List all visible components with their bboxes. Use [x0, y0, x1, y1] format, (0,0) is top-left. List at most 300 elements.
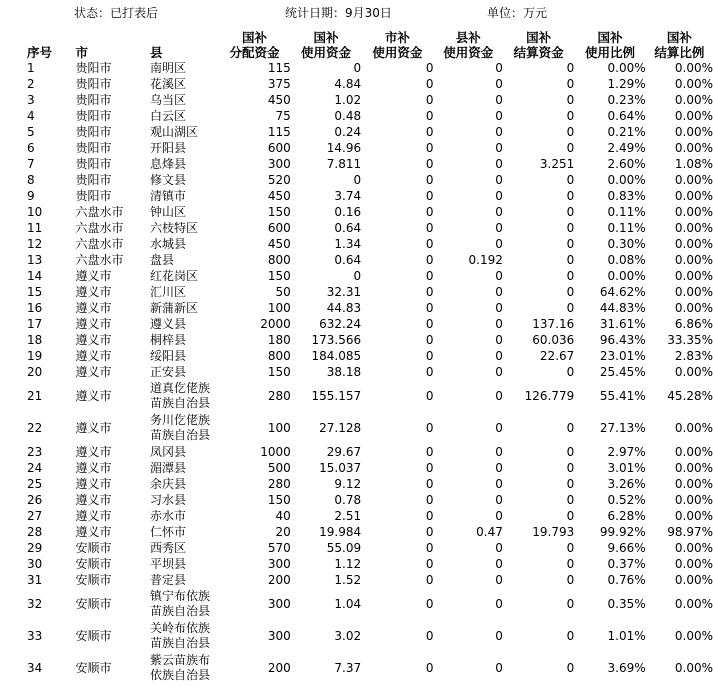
cell-index: 18	[27, 333, 43, 347]
cell-city-used: 0	[425, 660, 434, 675]
cell-usage-ratio: 96.43%	[599, 333, 646, 347]
cell-city: 六盘水市	[75, 237, 124, 251]
cell-county: 修文县	[150, 173, 187, 187]
cell-city: 遵义市	[75, 388, 112, 403]
cell-settlement-ratio: 0.00%	[674, 253, 713, 267]
cell-national-used: 1.52	[334, 573, 362, 587]
cell-county-used: 0	[495, 77, 503, 91]
cell-national-settled: 3.251	[539, 157, 575, 171]
cell-usage-ratio: 0.11%	[607, 221, 646, 235]
cell-settlement-ratio: 0.00%	[674, 205, 713, 219]
cell-city-used: 0	[425, 221, 434, 235]
cell-index: 9	[27, 189, 35, 203]
cell-national-settled: 137.16	[532, 317, 575, 331]
cell-national-settled: 0	[566, 61, 575, 75]
cell-county: 花溪区	[150, 77, 187, 91]
cell-national-settled: 0	[566, 461, 575, 475]
cell-national-allocated: 50	[275, 285, 291, 299]
cell-county-used: 0	[495, 205, 503, 219]
cell-national-settled: 0	[566, 269, 575, 283]
cell-county: 平坝县	[150, 557, 187, 571]
table-row	[0, 300, 713, 316]
cell-city: 遵义市	[75, 349, 112, 363]
cell-usage-ratio: 0.37%	[607, 557, 646, 571]
cell-city-used: 0	[425, 237, 434, 251]
table-header-row	[0, 29, 713, 60]
cell-national-allocated: 2000	[260, 317, 291, 331]
cell-city-used: 0	[425, 541, 434, 555]
cell-national-settled: 60.036	[532, 333, 575, 347]
table-row	[0, 460, 713, 476]
cell-index: 12	[27, 237, 43, 251]
cell-county: 桐梓县	[150, 333, 187, 347]
cell-index: 19	[27, 349, 43, 363]
cell-settlement-ratio: 0.00%	[674, 573, 713, 587]
cell-settlement-ratio: 0.00%	[674, 596, 713, 611]
cell-county-used: 0	[495, 141, 503, 155]
cell-national-used: 3.02	[334, 628, 362, 643]
table-row	[0, 156, 713, 172]
cell-settlement-ratio: 0.00%	[674, 221, 713, 235]
cell-national-allocated: 280	[267, 388, 291, 403]
cell-national-allocated: 150	[267, 493, 291, 507]
col-header-national-settled: 国补 结算资金	[513, 30, 564, 60]
table-row	[0, 172, 713, 188]
cell-county: 清镇市	[150, 189, 187, 203]
cell-national-used: 3.74	[334, 189, 362, 203]
col-header-national-used: 国补 使用资金	[300, 30, 351, 60]
cell-settlement-ratio: 0.00%	[674, 420, 713, 435]
cell-index: 7	[27, 157, 35, 171]
cell-settlement-ratio: 0.00%	[674, 477, 713, 491]
cell-city-used: 0	[425, 301, 434, 315]
cell-national-settled: 0	[566, 93, 575, 107]
cell-national-allocated: 150	[267, 365, 291, 379]
cell-county-used: 0	[495, 301, 503, 315]
cell-city-used: 0	[425, 557, 434, 571]
cell-county-used: 0	[495, 557, 503, 571]
cell-national-allocated: 600	[267, 221, 291, 235]
cell-county-used: 0.47	[476, 525, 503, 539]
table-row	[0, 204, 713, 220]
col-header-national-allocated: 国补 分配资金	[229, 30, 280, 60]
report-date: 统计日期：9月30日	[285, 6, 392, 20]
cell-national-allocated: 115	[267, 125, 291, 139]
cell-city-used: 0	[425, 525, 434, 539]
cell-index: 16	[27, 301, 43, 315]
cell-county: 乌当区	[150, 93, 187, 107]
cell-national-used: 155.157	[311, 388, 362, 403]
cell-national-used: 55.09	[326, 541, 362, 555]
cell-settlement-ratio: 0.00%	[674, 365, 713, 379]
cell-city: 六盘水市	[75, 221, 124, 235]
cell-city: 遵义市	[75, 509, 112, 523]
cell-settlement-ratio: 0.00%	[674, 493, 713, 507]
cell-index: 33	[27, 628, 43, 643]
cell-index: 20	[27, 365, 43, 379]
cell-county-used: 0	[495, 349, 503, 363]
cell-county: 凤冈县	[150, 445, 187, 459]
cell-settlement-ratio: 0.00%	[674, 141, 713, 155]
cell-county: 六枝特区	[150, 221, 199, 235]
cell-national-settled: 0	[566, 365, 575, 379]
cell-national-settled: 0	[566, 253, 575, 267]
cell-city-used: 0	[425, 349, 434, 363]
cell-settlement-ratio: 0.00%	[674, 557, 713, 571]
cell-county: 关岭布依族苗族自治县	[150, 621, 211, 650]
cell-national-allocated: 450	[267, 93, 291, 107]
cell-index: 13	[27, 253, 43, 267]
cell-national-settled: 0	[566, 557, 575, 571]
table-row	[0, 252, 713, 268]
cell-city: 六盘水市	[75, 205, 124, 219]
cell-settlement-ratio: 0.00%	[674, 660, 713, 675]
cell-national-allocated: 100	[267, 420, 291, 435]
table-row	[0, 540, 713, 556]
cell-index: 25	[27, 477, 43, 491]
cell-county: 正安县	[150, 365, 187, 379]
cell-national-used: 14.96	[326, 141, 362, 155]
col-header-county-used: 县补 使用资金	[443, 30, 494, 60]
cell-national-allocated: 375	[267, 77, 291, 91]
cell-city-used: 0	[425, 173, 434, 187]
cell-national-used: 0.16	[334, 205, 362, 219]
cell-national-settled: 0	[566, 141, 575, 155]
table-row	[0, 268, 713, 284]
cell-index: 3	[27, 93, 35, 107]
cell-city-used: 0	[425, 253, 434, 267]
cell-national-allocated: 40	[275, 509, 291, 523]
cell-national-used: 7.37	[334, 660, 362, 675]
cell-city-used: 0	[425, 93, 434, 107]
cell-county-used: 0.192	[468, 253, 503, 267]
cell-national-used: 19.984	[319, 525, 362, 539]
table-row	[0, 364, 713, 380]
cell-national-allocated: 180	[267, 333, 291, 347]
cell-national-settled: 0	[566, 420, 575, 435]
cell-usage-ratio: 55.41%	[599, 388, 646, 403]
cell-usage-ratio: 2.49%	[607, 141, 646, 155]
cell-settlement-ratio: 0.00%	[674, 189, 713, 203]
cell-usage-ratio: 2.97%	[607, 445, 646, 459]
cell-city-used: 0	[425, 317, 434, 331]
cell-usage-ratio: 0.52%	[607, 493, 646, 507]
cell-national-used: 4.84	[334, 77, 362, 91]
cell-county-used: 0	[495, 628, 503, 643]
cell-county: 白云区	[150, 109, 187, 123]
cell-county: 水城县	[150, 237, 187, 251]
cell-county: 红花岗区	[150, 269, 199, 283]
cell-national-used: 0.48	[334, 109, 362, 123]
cell-national-allocated: 500	[267, 461, 291, 475]
cell-county-used: 0	[495, 109, 503, 123]
cell-national-allocated: 1000	[260, 445, 291, 459]
cell-county: 西秀区	[150, 541, 187, 555]
cell-county: 紫云苗族布依族自治县	[150, 653, 211, 682]
cell-index: 30	[27, 557, 43, 571]
cell-national-used: 0.64	[334, 221, 362, 235]
cell-settlement-ratio: 0.00%	[674, 285, 713, 299]
cell-county-used: 0	[495, 189, 503, 203]
table-row	[0, 92, 713, 108]
table-row	[0, 524, 713, 540]
cell-settlement-ratio: 0.00%	[674, 541, 713, 555]
cell-national-allocated: 100	[267, 301, 291, 315]
cell-index: 34	[27, 660, 43, 675]
cell-index: 5	[27, 125, 35, 139]
cell-county: 习水县	[150, 493, 187, 507]
cell-national-allocated: 280	[267, 477, 291, 491]
cell-usage-ratio: 31.61%	[599, 317, 646, 331]
cell-national-used: 173.566	[311, 333, 362, 347]
cell-settlement-ratio: 0.00%	[674, 237, 713, 251]
cell-city-used: 0	[425, 61, 434, 75]
cell-usage-ratio: 3.01%	[607, 461, 646, 475]
cell-usage-ratio: 3.69%	[607, 660, 646, 675]
cell-national-allocated: 20	[275, 525, 291, 539]
cell-usage-ratio: 99.92%	[599, 525, 646, 539]
cell-city: 贵阳市	[75, 189, 112, 203]
cell-national-settled: 0	[566, 477, 575, 491]
cell-settlement-ratio: 2.83%	[674, 349, 713, 363]
cell-county-used: 0	[495, 93, 503, 107]
cell-county-used: 0	[495, 445, 503, 459]
cell-county: 盘县	[150, 253, 175, 267]
cell-settlement-ratio: 0.00%	[674, 125, 713, 139]
cell-index: 10	[27, 205, 43, 219]
cell-usage-ratio: 3.26%	[607, 477, 646, 491]
cell-settlement-ratio: 0.00%	[674, 509, 713, 523]
table-row	[0, 108, 713, 124]
cell-city-used: 0	[425, 388, 434, 403]
cell-index: 8	[27, 173, 35, 187]
cell-city: 遵义市	[75, 285, 112, 299]
cell-national-allocated: 800	[267, 253, 291, 267]
cell-city: 安顺市	[75, 596, 112, 611]
cell-national-allocated: 300	[267, 628, 291, 643]
cell-county: 开阳县	[150, 141, 187, 155]
cell-city-used: 0	[425, 285, 434, 299]
cell-national-used: 32.31	[326, 285, 362, 299]
cell-settlement-ratio: 0.00%	[674, 445, 713, 459]
table-row	[0, 188, 713, 204]
cell-index: 17	[27, 317, 43, 331]
col-header-usage-ratio: 国补 使用比例	[584, 30, 635, 60]
cell-national-used: 1.04	[334, 596, 362, 611]
cell-national-used: 184.085	[311, 349, 362, 363]
cell-city-used: 0	[425, 365, 434, 379]
cell-national-allocated: 570	[267, 541, 291, 555]
col-header-county: 县	[150, 45, 163, 60]
cell-county-used: 0	[495, 125, 503, 139]
table-row	[0, 444, 713, 460]
cell-national-settled: 0	[566, 237, 575, 251]
cell-national-allocated: 150	[267, 269, 291, 283]
cell-national-used: 0	[353, 269, 362, 283]
cell-settlement-ratio: 0.00%	[674, 77, 713, 91]
cell-national-settled: 0	[566, 109, 575, 123]
table-row	[0, 220, 713, 236]
cell-usage-ratio: 0.00%	[607, 61, 646, 75]
cell-index: 6	[27, 141, 35, 155]
table-row	[0, 348, 713, 364]
cell-national-settled: 0	[566, 445, 575, 459]
cell-usage-ratio: 25.45%	[599, 365, 646, 379]
cell-county: 道真仡佬族苗族自治县	[150, 381, 211, 410]
cell-national-allocated: 115	[267, 61, 291, 75]
cell-index: 28	[27, 525, 43, 539]
cell-city-used: 0	[425, 333, 434, 347]
col-header-index: 序号	[27, 45, 53, 60]
cell-city-used: 0	[425, 269, 434, 283]
table-row	[0, 60, 713, 76]
cell-county: 务川仡佬族苗族自治县	[150, 413, 211, 442]
cell-county-used: 0	[495, 388, 503, 403]
cell-settlement-ratio: 0.00%	[674, 93, 713, 107]
cell-city-used: 0	[425, 461, 434, 475]
cell-national-used: 44.83	[326, 301, 362, 315]
cell-county-used: 0	[495, 477, 503, 491]
cell-usage-ratio: 0.83%	[607, 189, 646, 203]
cell-usage-ratio: 0.30%	[607, 237, 646, 251]
cell-city: 贵阳市	[75, 141, 112, 155]
cell-index: 32	[27, 596, 43, 611]
cell-national-allocated: 300	[267, 596, 291, 611]
cell-index: 14	[27, 269, 43, 283]
cell-county: 南明区	[150, 61, 187, 75]
cell-national-settled: 0	[566, 205, 575, 219]
cell-county: 余庆县	[150, 477, 187, 491]
cell-county-used: 0	[495, 596, 503, 611]
cell-county: 湄潭县	[150, 461, 187, 475]
cell-county: 仁怀市	[150, 525, 187, 539]
cell-index: 22	[27, 420, 43, 435]
cell-city-used: 0	[425, 77, 434, 91]
cell-usage-ratio: 0.35%	[607, 596, 646, 611]
cell-national-settled: 0	[566, 509, 575, 523]
cell-national-allocated: 520	[267, 173, 291, 187]
cell-national-settled: 0	[566, 493, 575, 507]
cell-national-allocated: 200	[267, 660, 291, 675]
cell-national-used: 29.67	[326, 445, 362, 459]
cell-index: 11	[27, 221, 43, 235]
cell-city: 遵义市	[75, 317, 112, 331]
cell-index: 15	[27, 285, 43, 299]
cell-national-used: 27.128	[319, 420, 362, 435]
cell-county-used: 0	[495, 420, 503, 435]
cell-index: 29	[27, 541, 43, 555]
cell-city: 遵义市	[75, 365, 112, 379]
cell-city: 遵义市	[75, 493, 112, 507]
cell-national-settled: 0	[566, 125, 575, 139]
cell-settlement-ratio: 98.97%	[667, 525, 713, 539]
cell-national-settled: 22.67	[539, 349, 575, 363]
cell-city: 安顺市	[75, 628, 112, 643]
cell-national-settled: 0	[566, 77, 575, 91]
cell-city-used: 0	[425, 573, 434, 587]
cell-county-used: 0	[495, 509, 503, 523]
cell-national-allocated: 800	[267, 349, 291, 363]
table-row	[0, 124, 713, 140]
cell-usage-ratio: 0.64%	[607, 109, 646, 123]
cell-usage-ratio: 23.01%	[599, 349, 646, 363]
cell-city: 遵义市	[75, 301, 112, 315]
cell-national-allocated: 300	[267, 557, 291, 571]
cell-national-allocated: 450	[267, 189, 291, 203]
cell-city-used: 0	[425, 420, 434, 435]
cell-city: 贵阳市	[75, 173, 112, 187]
cell-national-used: 1.02	[334, 93, 362, 107]
cell-national-settled: 0	[566, 221, 575, 235]
cell-usage-ratio: 64.62%	[599, 285, 646, 299]
cell-city: 遵义市	[75, 525, 112, 539]
cell-county: 钟山区	[150, 205, 187, 219]
table-row	[0, 412, 713, 444]
cell-settlement-ratio: 0.00%	[674, 301, 713, 315]
cell-county-used: 0	[495, 333, 503, 347]
col-header-city: 市	[75, 45, 89, 60]
cell-city: 遵义市	[75, 477, 112, 491]
table-row	[0, 652, 713, 684]
cell-county: 绥阳县	[150, 349, 187, 363]
cell-city-used: 0	[425, 628, 434, 643]
cell-index: 31	[27, 573, 43, 587]
cell-national-used: 15.037	[319, 461, 362, 475]
cell-city: 贵阳市	[75, 93, 112, 107]
cell-index: 21	[27, 388, 43, 403]
cell-national-settled: 0	[566, 573, 575, 587]
cell-settlement-ratio: 45.28%	[667, 388, 713, 403]
cell-usage-ratio: 9.66%	[607, 541, 646, 555]
cell-city: 遵义市	[75, 461, 112, 475]
table-row	[0, 556, 713, 572]
cell-county-used: 0	[495, 461, 503, 475]
cell-index: 4	[27, 109, 35, 123]
cell-index: 2	[27, 77, 35, 91]
cell-settlement-ratio: 0.00%	[674, 61, 713, 75]
cell-city-used: 0	[425, 109, 434, 123]
table-row	[0, 284, 713, 300]
cell-usage-ratio: 44.83%	[599, 301, 646, 315]
cell-national-used: 632.24	[319, 317, 362, 331]
cell-national-allocated: 450	[267, 237, 291, 251]
cell-national-settled: 0	[566, 301, 575, 315]
table-row	[0, 380, 713, 412]
cell-county-used: 0	[495, 173, 503, 187]
cell-national-settled: 0	[566, 189, 575, 203]
cell-city-used: 0	[425, 596, 434, 611]
table-row	[0, 588, 713, 620]
cell-national-used: 0.78	[334, 493, 362, 507]
cell-city: 贵阳市	[75, 77, 112, 91]
cell-usage-ratio: 0.00%	[607, 269, 646, 283]
cell-city: 安顺市	[75, 660, 112, 675]
cell-city: 贵阳市	[75, 61, 112, 75]
cell-national-settled: 19.793	[532, 525, 575, 539]
cell-national-settled: 0	[566, 285, 575, 299]
cell-national-settled: 0	[566, 596, 575, 611]
cell-county-used: 0	[495, 541, 503, 555]
cell-city: 遵义市	[75, 445, 112, 459]
cell-national-used: 1.12	[334, 557, 362, 571]
cell-usage-ratio: 0.23%	[607, 93, 646, 107]
col-header-settlement-ratio: 国补 结算比例	[654, 30, 705, 60]
cell-city: 贵阳市	[75, 125, 112, 139]
cell-city-used: 0	[425, 477, 434, 491]
cell-settlement-ratio: 0.00%	[674, 461, 713, 475]
cell-county: 普定县	[150, 573, 187, 587]
cell-index: 1	[27, 61, 35, 75]
